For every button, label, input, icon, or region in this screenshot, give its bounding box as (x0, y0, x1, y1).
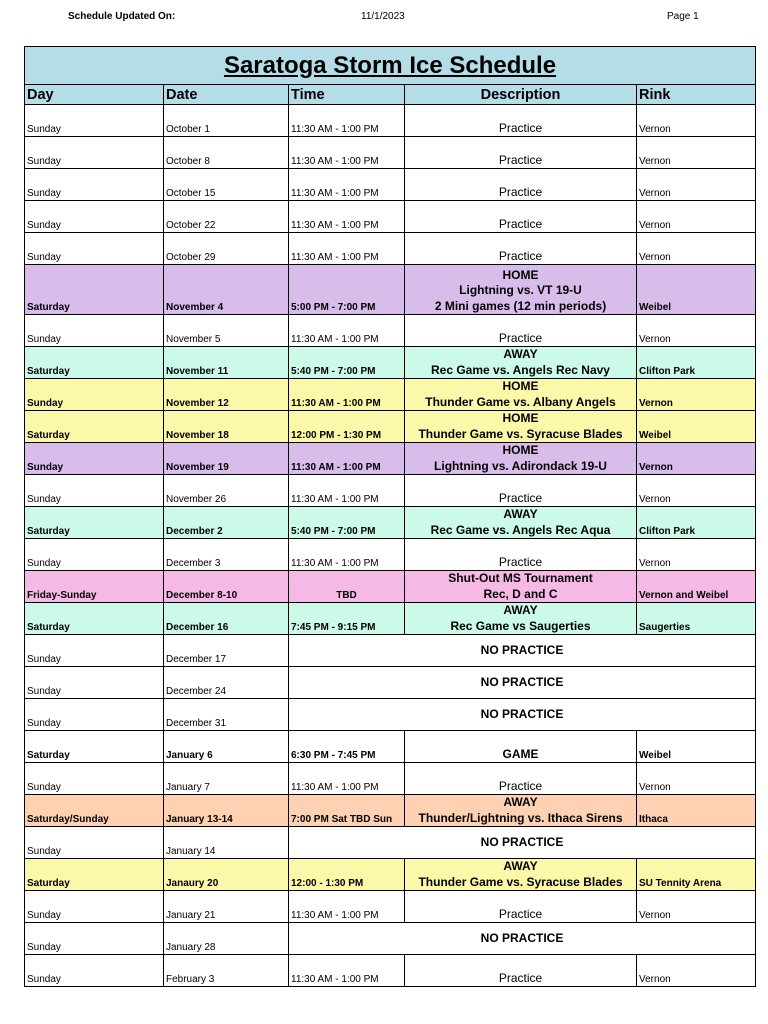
cell-description (405, 603, 637, 635)
cell-time: 11:30 AM - 1:00 PM (289, 233, 405, 265)
cell-time: 11:30 AM - 1:00 PM (289, 201, 405, 233)
cell-date: November 4 (164, 265, 289, 315)
description-line: Thunder Game vs. Syracuse Blades (418, 426, 623, 441)
cell-rink: Ithaca (637, 795, 756, 827)
cell-description (405, 539, 637, 571)
cell-day: Sunday (25, 891, 164, 923)
description-line: Practice (498, 184, 543, 199)
cell-day: Saturday (25, 347, 164, 379)
table-row (25, 411, 756, 443)
description-line: Practice (498, 248, 543, 263)
table-row (25, 699, 756, 731)
cell-description (405, 763, 637, 795)
cell-rink: Vernon (637, 763, 756, 795)
cell-date: November 19 (164, 443, 289, 475)
cell-day: Friday-Sunday (25, 571, 164, 603)
title-row (25, 47, 756, 85)
description-line: AWAY (503, 507, 538, 521)
description-line: Practice (498, 778, 543, 793)
cell-description (405, 795, 637, 827)
description-line: AWAY (503, 347, 538, 361)
cell-time: 5:40 PM - 7:00 PM (289, 347, 405, 379)
description-line: Practice (498, 330, 543, 345)
cell-description (405, 859, 637, 891)
description-line: HOME (502, 443, 539, 457)
cell-time: 11:30 AM - 1:00 PM (289, 137, 405, 169)
cell-date: January 6 (164, 731, 289, 763)
cell-rink: Clifton Park (637, 507, 756, 539)
column-header-day: Day (25, 85, 164, 105)
cell-rink: Clifton Park (637, 347, 756, 379)
cell-day: Saturday (25, 265, 164, 315)
description-line: 2 Mini games (12 min periods) (434, 298, 607, 313)
cell-date: December 24 (164, 667, 289, 699)
cell-time: 11:30 AM - 1:00 PM (289, 891, 405, 923)
cell-rink: Vernon (637, 891, 756, 923)
description-line: Thunder/Lightning vs. Ithaca Sirens (418, 810, 623, 825)
cell-date: December 3 (164, 539, 289, 571)
description-line: Rec Game vs Saugerties (450, 618, 591, 633)
cell-date: January 14 (164, 827, 289, 859)
cell-rink: Vernon (637, 105, 756, 137)
description-line: GAME (502, 746, 539, 761)
cell-rink: Vernon (637, 443, 756, 475)
cell-date: October 22 (164, 201, 289, 233)
cell-date: October 8 (164, 137, 289, 169)
description-line: Lightning vs. VT 19-U (459, 283, 582, 297)
cell-time: TBD (289, 571, 405, 603)
cell-date: November 12 (164, 379, 289, 411)
cell-description (405, 265, 637, 315)
table-row (25, 105, 756, 137)
cell-day: Sunday (25, 379, 164, 411)
cell-time: 11:30 AM - 1:00 PM (289, 169, 405, 201)
cell-rink: Saugerties (637, 603, 756, 635)
table-row (25, 443, 756, 475)
cell-description (405, 201, 637, 233)
cell-description (405, 955, 637, 987)
cell-day: Sunday (25, 475, 164, 507)
cell-description (405, 507, 637, 539)
table-row (25, 955, 756, 987)
table-row (25, 265, 756, 315)
cell-time: 5:00 PM - 7:00 PM (289, 265, 405, 315)
cell-day: Sunday (25, 201, 164, 233)
cell-description (405, 571, 637, 603)
schedule-updated-label: Schedule Updated On: (68, 11, 176, 22)
cell-time: 11:30 AM - 1:00 PM (289, 539, 405, 571)
description-line: Practice (498, 554, 543, 569)
cell-date: December 16 (164, 603, 289, 635)
cell-description (405, 233, 637, 265)
cell-time: 12:00 - 1:30 PM (289, 859, 405, 891)
cell-day: Saturday (25, 859, 164, 891)
cell-rink: Vernon (637, 475, 756, 507)
cell-day: Sunday (25, 955, 164, 987)
table-row (25, 827, 756, 859)
cell-rink: SU Tennity Arena (637, 859, 756, 891)
column-header-time: Time (289, 85, 405, 105)
description-line: Practice (498, 970, 543, 985)
page-number: Page 1 (667, 11, 699, 22)
table-row (25, 731, 756, 763)
description-line: Rec Game vs. Angels Rec Navy (431, 362, 610, 377)
cell-rink: Vernon (637, 201, 756, 233)
cell-rink: Vernon (637, 315, 756, 347)
cell-day: Sunday (25, 699, 164, 731)
table-row (25, 923, 756, 955)
table-row (25, 201, 756, 233)
cell-date: November 18 (164, 411, 289, 443)
cell-no-practice: NO PRACTICE (289, 635, 756, 667)
table-row (25, 379, 756, 411)
table-row (25, 315, 756, 347)
column-header-description: Description (405, 85, 637, 105)
cell-description (405, 347, 637, 379)
cell-date: December 31 (164, 699, 289, 731)
table-row (25, 763, 756, 795)
description-line: HOME (502, 411, 539, 425)
cell-date: October 1 (164, 105, 289, 137)
cell-date: November 5 (164, 315, 289, 347)
cell-date: November 11 (164, 347, 289, 379)
cell-day: Sunday (25, 667, 164, 699)
cell-time: 12:00 PM - 1:30 PM (289, 411, 405, 443)
cell-date: December 8-10 (164, 571, 289, 603)
cell-day: Sunday (25, 233, 164, 265)
cell-rink: Vernon and Weibel (637, 571, 756, 603)
cell-day: Saturday (25, 411, 164, 443)
description-line: AWAY (503, 603, 538, 617)
description-line: HOME (502, 379, 539, 393)
description-line: Practice (498, 906, 543, 921)
table-row (25, 667, 756, 699)
cell-rink: Vernon (637, 233, 756, 265)
cell-rink: Weibel (637, 731, 756, 763)
table-row (25, 169, 756, 201)
cell-no-practice: NO PRACTICE (289, 699, 756, 731)
cell-time: 7:45 PM - 9:15 PM (289, 603, 405, 635)
cell-description (405, 137, 637, 169)
table-row (25, 859, 756, 891)
cell-description (405, 411, 637, 443)
header-row (25, 85, 756, 105)
description-line: Practice (498, 490, 543, 505)
cell-date: December 2 (164, 507, 289, 539)
cell-day: Sunday (25, 539, 164, 571)
column-header-date: Date (164, 85, 289, 105)
cell-date: December 17 (164, 635, 289, 667)
description-line: Thunder Game vs. Albany Angels (425, 394, 616, 409)
table-row (25, 891, 756, 923)
table-row (25, 507, 756, 539)
description-line: Practice (498, 120, 543, 135)
cell-day: Sunday (25, 315, 164, 347)
schedule-title: Saratoga Storm Ice Schedule (223, 51, 557, 79)
description-line: Shut-Out MS Tournament (448, 571, 593, 585)
table-row (25, 347, 756, 379)
cell-day: Sunday (25, 763, 164, 795)
cell-date: October 15 (164, 169, 289, 201)
cell-day: Sunday (25, 169, 164, 201)
cell-description (405, 169, 637, 201)
cell-description (405, 105, 637, 137)
cell-date: October 29 (164, 233, 289, 265)
cell-rink: Vernon (637, 137, 756, 169)
table-row (25, 795, 756, 827)
cell-day: Sunday (25, 443, 164, 475)
cell-date: January 13-14 (164, 795, 289, 827)
description-line: Rec, D and C (483, 586, 558, 601)
cell-time: 11:30 AM - 1:00 PM (289, 955, 405, 987)
cell-time: 6:30 PM - 7:45 PM (289, 731, 405, 763)
cell-day: Sunday (25, 827, 164, 859)
cell-day: Sunday (25, 137, 164, 169)
cell-date: Janaury 20 (164, 859, 289, 891)
table-row (25, 475, 756, 507)
cell-time: 11:30 AM - 1:00 PM (289, 763, 405, 795)
cell-day: Saturday/Sunday (25, 795, 164, 827)
cell-time: 5:40 PM - 7:00 PM (289, 507, 405, 539)
ice-schedule-table (24, 46, 756, 987)
table-row (25, 603, 756, 635)
cell-date: January 7 (164, 763, 289, 795)
description-line: Thunder Game vs. Syracuse Blades (418, 874, 623, 889)
cell-day: Sunday (25, 923, 164, 955)
cell-rink: Vernon (637, 379, 756, 411)
cell-day: Saturday (25, 731, 164, 763)
table-row (25, 635, 756, 667)
cell-no-practice: NO PRACTICE (289, 923, 756, 955)
cell-date: February 3 (164, 955, 289, 987)
cell-time: 11:30 AM - 1:00 PM (289, 105, 405, 137)
table-row (25, 571, 756, 603)
cell-day: Sunday (25, 105, 164, 137)
cell-time: 11:30 AM - 1:00 PM (289, 443, 405, 475)
cell-description (405, 315, 637, 347)
description-line: Practice (498, 152, 543, 167)
cell-description (405, 891, 637, 923)
cell-day: Saturday (25, 507, 164, 539)
cell-description (405, 475, 637, 507)
cell-date: January 28 (164, 923, 289, 955)
schedule-updated-date: 11/1/2023 (361, 11, 405, 22)
cell-date: November 26 (164, 475, 289, 507)
cell-time: 11:30 AM - 1:00 PM (289, 315, 405, 347)
cell-rink: Vernon (637, 169, 756, 201)
description-line: Rec Game vs. Angels Rec Aqua (430, 522, 611, 537)
cell-date: January 21 (164, 891, 289, 923)
cell-no-practice: NO PRACTICE (289, 827, 756, 859)
table-row (25, 539, 756, 571)
cell-day: Saturday (25, 603, 164, 635)
page-header (0, 11, 768, 25)
cell-day: Sunday (25, 635, 164, 667)
table-row (25, 137, 756, 169)
cell-rink: Weibel (637, 411, 756, 443)
cell-description (405, 379, 637, 411)
cell-time: 7:00 PM Sat TBD Sun (289, 795, 405, 827)
cell-rink: Vernon (637, 539, 756, 571)
cell-time: 11:30 AM - 1:00 PM (289, 475, 405, 507)
cell-time: 11:30 AM - 1:00 PM (289, 379, 405, 411)
cell-description (405, 443, 637, 475)
cell-no-practice: NO PRACTICE (289, 667, 756, 699)
table-row (25, 233, 756, 265)
description-line: HOME (502, 267, 539, 282)
description-line: AWAY (503, 859, 538, 873)
cell-rink: Weibel (637, 265, 756, 315)
cell-description (405, 731, 637, 763)
description-line: Lightning vs. Adirondack 19-U (434, 458, 607, 473)
description-line: Practice (498, 216, 543, 231)
cell-rink: Vernon (637, 955, 756, 987)
column-header-rink: Rink (637, 85, 756, 105)
schedule-title-cell (25, 47, 756, 85)
description-line: AWAY (503, 795, 538, 809)
